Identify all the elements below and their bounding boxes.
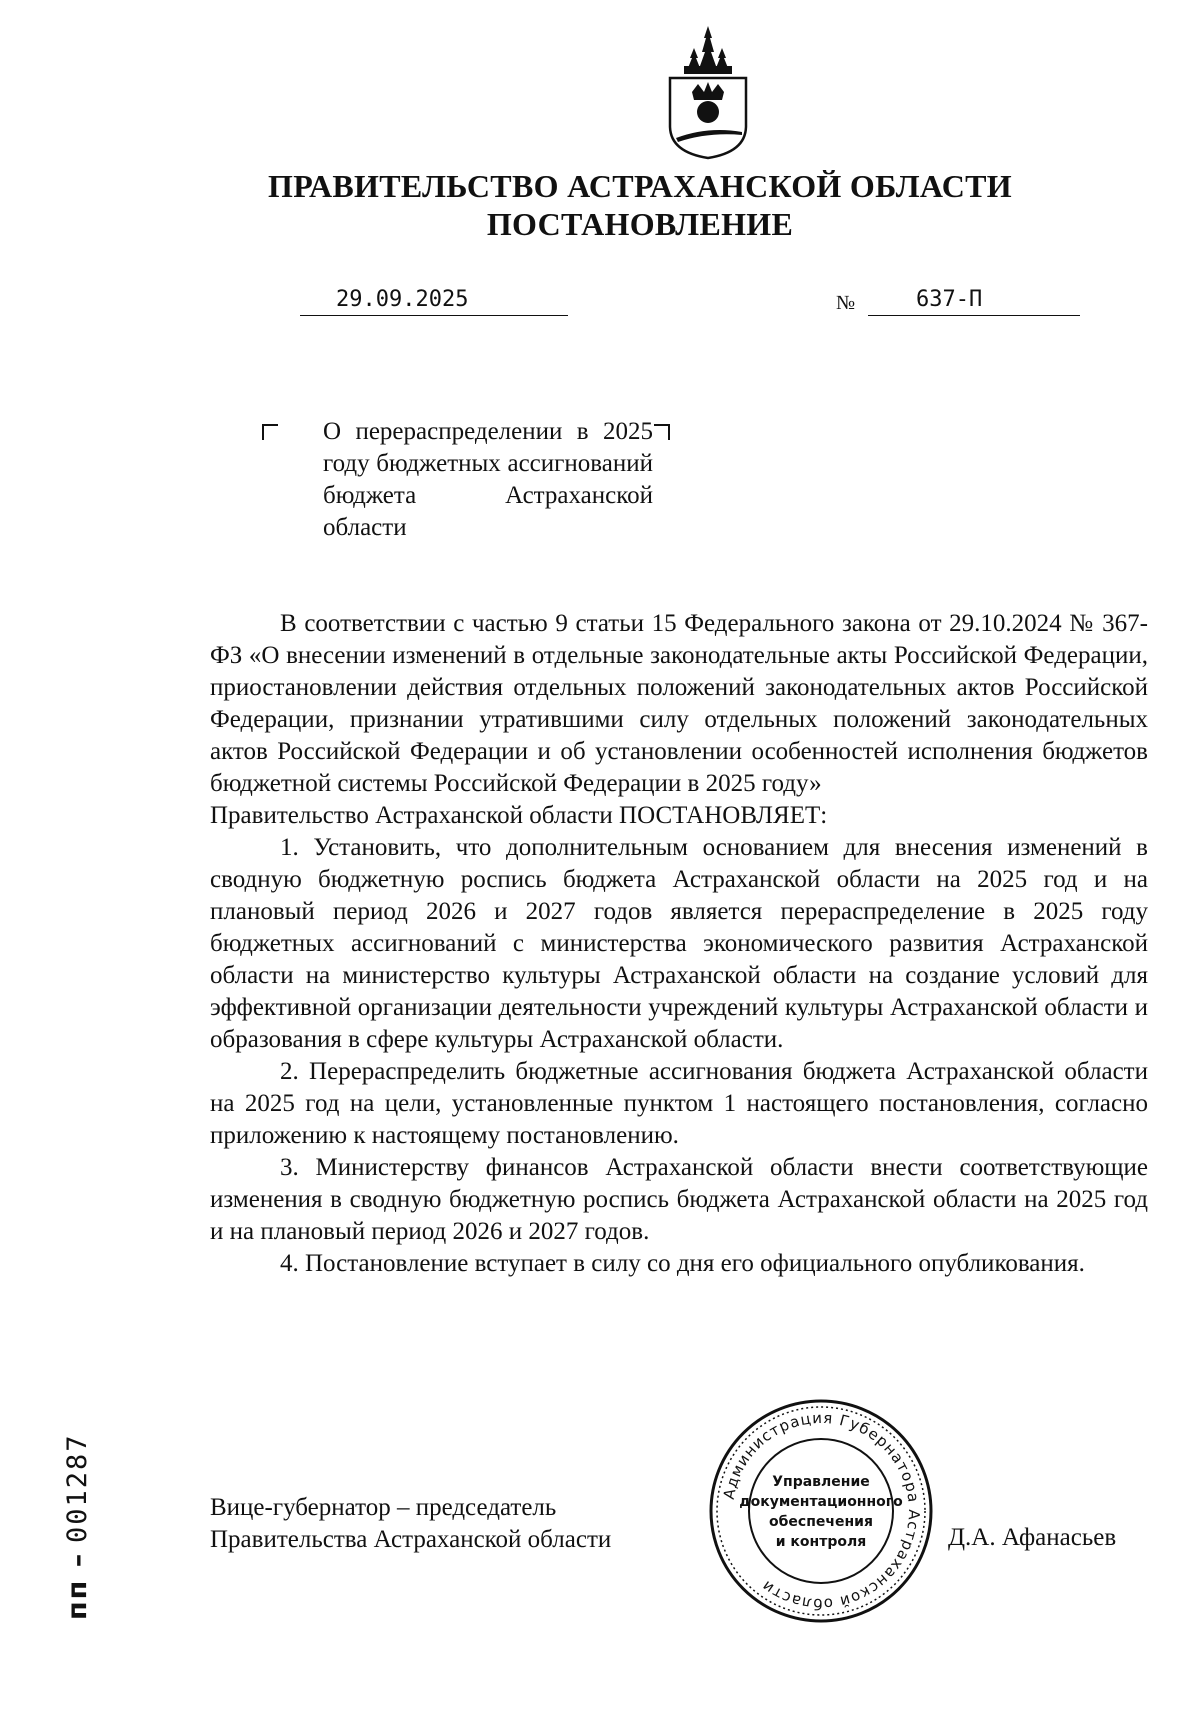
clause-1: 1. Установить, что дополнительным основанием для внесения изменений в сводную бюджетную роспись бюджета Астраханской области на 2025 год и на плановый период 2026 и 2027 годов является перераспределение в 2025 году бюджетных ассигнований с министерства экономического развития Астраханской области на министерство культуры Астраханской области на создание условий для эффективной организации деятельности учреждений культуры Астраханской области и образования в сфере культуры Астраханской области. bbox=[210, 834, 1148, 1053]
side-code-number: 001287 bbox=[62, 1433, 93, 1544]
number-sign: № bbox=[836, 292, 856, 314]
side-code-prefix: пп – bbox=[62, 1551, 93, 1620]
position-line-2: Правительства Астраханской области bbox=[210, 1526, 612, 1553]
coat-of-arms-icon bbox=[658, 22, 758, 162]
subject-bracket-right bbox=[654, 424, 670, 440]
subject-bracket-left bbox=[262, 424, 278, 440]
document-body bbox=[210, 608, 1148, 1280]
stamp-line-2: документационного bbox=[739, 1494, 903, 1510]
document-date: 29.09.2025 bbox=[336, 287, 469, 312]
stamp-ring-text: Администрация Губернатора Астраханской области bbox=[719, 1408, 924, 1614]
signatory-position bbox=[210, 1492, 611, 1556]
official-stamp-icon bbox=[708, 1398, 934, 1624]
document-number: 637-П bbox=[916, 287, 983, 312]
clause-4: 4. Постановление вступает в силу со дня его официального опубликования. bbox=[280, 1250, 1085, 1277]
resolves-line: Правительство Астраханской области ПОСТАНОВЛЯЕТ: bbox=[210, 802, 828, 829]
document-subject: О перераспределении в 2025 году бюджетных ассигнований бюджета Астраханской области bbox=[323, 418, 653, 541]
stamp-line-4: и контроля bbox=[775, 1534, 867, 1550]
signatory-name: Д.А. Афанасьев bbox=[948, 1524, 1117, 1551]
clause-2: 2. Перераспределить бюджетные ассигнования бюджета Астраханской области на 2025 год на цели, установленные пунктом 1 настоящего постановления, согласно приложению к настоящему постановлению. bbox=[210, 1058, 1148, 1149]
side-registration-code bbox=[62, 1370, 102, 1620]
organization-title: ПРАВИТЕЛЬСТВО АСТРАХАНСКОЙ ОБЛАСТИ bbox=[268, 168, 1012, 204]
number-field bbox=[868, 287, 1080, 316]
stamp-line-1: Управление bbox=[772, 1474, 870, 1490]
position-line-1: Вице-губернатор – председатель bbox=[210, 1494, 557, 1521]
stamp-line-3: обеспечения bbox=[769, 1514, 873, 1530]
document-type: ПОСТАНОВЛЕНИЕ bbox=[486, 206, 794, 242]
preamble: В соответствии с частью 9 статьи 15 Федерального закона от 29.10.2024 № 367-ФЗ «О внесении изменений в отдельные законодательные акты Российской Федерации, приостановлении действия отдельных положений законодательных актов Российской Федерации, признании утратившими силу отдельных положений законодательных актов Российской Федерации и об установлении особенностей исполнения бюджетов бюджетной системы Российской Федерации в 2025 году» bbox=[210, 610, 1148, 797]
clause-3: 3. Министерству финансов Астраханской области внести соответствующие изменения в сводную бюджетную роспись бюджета Астраханской области на 2025 год и на плановый период 2026 и 2027 годов. bbox=[210, 1154, 1148, 1245]
date-field bbox=[300, 287, 568, 316]
